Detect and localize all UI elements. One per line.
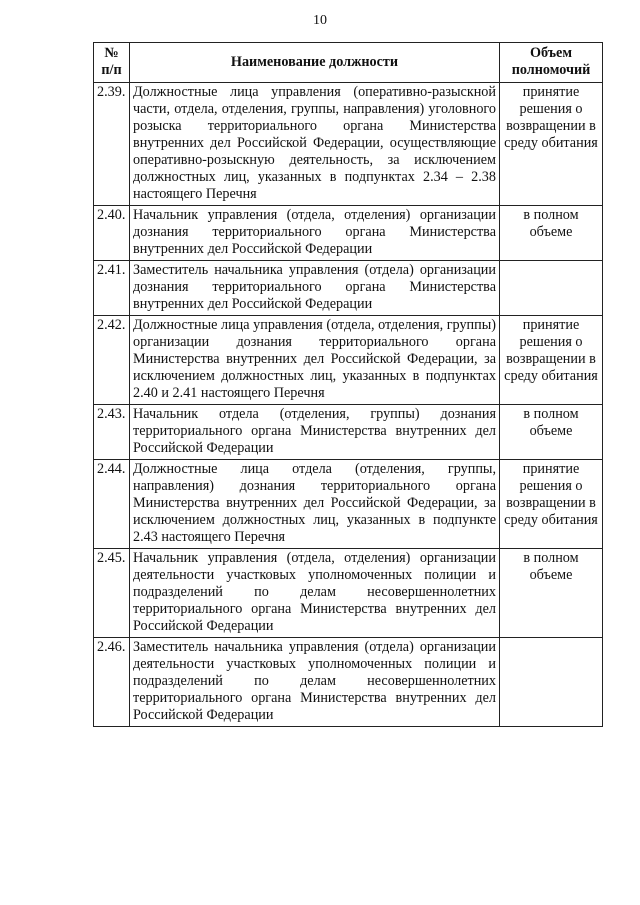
row-number: 2.44. (94, 460, 130, 549)
header-number (94, 43, 130, 83)
table-header-row (94, 43, 603, 83)
page-number: 10 (313, 13, 327, 28)
row-scope: в полном объеме (500, 405, 603, 460)
row-position: Начальник управления (отдела, отделения) организации дознания территориального органа Министерства внутренних дел Российской Федерации (130, 206, 500, 261)
row-scope (500, 261, 603, 316)
row-position: Должностные лица отдела (отделения, группы, направления) дознания территориального органа Министерства внутренних дел Российской Федерации, за исключением должностных лиц, указанных в подпункте 2.43 настоящего Перечня (130, 460, 500, 549)
row-number: 2.39. (94, 83, 130, 206)
row-scope: принятие решения о возвращении в среду обитания (500, 83, 603, 206)
table-row (94, 405, 603, 460)
table-row (94, 460, 603, 549)
table-row (94, 638, 603, 727)
header-scope-line-2: полномочий (511, 62, 591, 78)
row-scope: в полном объеме (500, 549, 603, 638)
header-scope-line-1: Объем (529, 45, 572, 61)
row-scope: принятие решения о возвращении в среду обитания (500, 316, 603, 405)
table-row (94, 206, 603, 261)
row-position: Должностные лица управления (оперативно-разыскной части, отдела, отделения, группы, направления) уголовного розыска территориального органа Министерства внутренних дел Российской Федерации, осуществляющие оперативно-розыскную деятельность, за исключением должностных лиц, указанных в подпунктах 2.34 – 2.38 настоящего Перечня (130, 83, 500, 206)
row-number: 2.40. (94, 206, 130, 261)
row-number: 2.46. (94, 638, 130, 727)
row-scope (500, 638, 603, 727)
row-scope: в полном объеме (500, 206, 603, 261)
header-number-line-1: № (104, 45, 119, 61)
table-row (94, 83, 603, 206)
table-row (94, 316, 603, 405)
row-number: 2.43. (94, 405, 130, 460)
header-scope (500, 43, 603, 83)
row-number: 2.42. (94, 316, 130, 405)
row-position: Начальник управления (отдела, отделения) организации деятельности участковых уполномоченных полиции и подразделений по делам несовершеннолетних территориального органа Министерства внутренних дел Российской Федерации (130, 549, 500, 638)
positions-table (93, 42, 603, 727)
header-position: Наименование должности (130, 43, 500, 83)
row-position: Начальник отдела (отделения, группы) дознания территориального органа Министерства внутренних дел Российской Федерации (130, 405, 500, 460)
row-position: Должностные лица управления (отдела, отделения, группы) организации дознания территориального органа Министерства внутренних дел Российской Федерации, за исключением должностных лиц, указанных в подпунктах 2.40 и 2.41 настоящего Перечня (130, 316, 500, 405)
row-number: 2.41. (94, 261, 130, 316)
row-position: Заместитель начальника управления (отдела) организации дознания территориального органа Министерства внутренних дел Российской Федерации (130, 261, 500, 316)
row-scope: принятие решения о возвращении в среду обитания (500, 460, 603, 549)
table-row (94, 549, 603, 638)
table-row (94, 261, 603, 316)
row-position: Заместитель начальника управления (отдела) организации деятельности участковых уполномоченных полиции и подразделений по делам несовершеннолетних территориального органа Министерства внутренних дел Российской Федерации (130, 638, 500, 727)
row-number: 2.45. (94, 549, 130, 638)
header-number-line-2: п/п (101, 62, 122, 78)
